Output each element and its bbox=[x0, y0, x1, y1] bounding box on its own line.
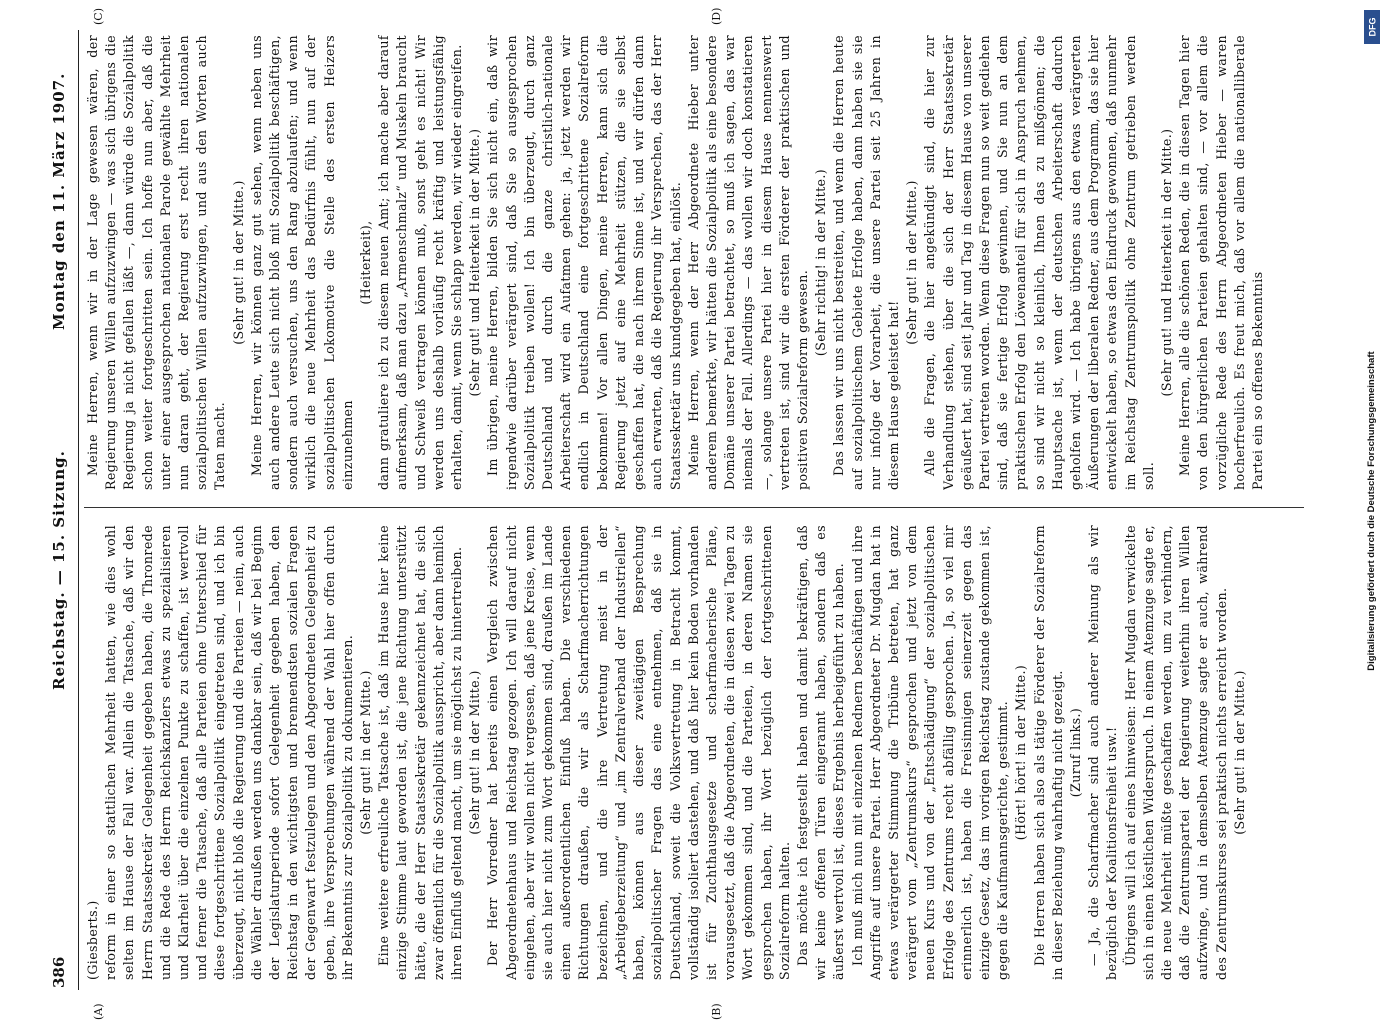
interjection: (Hört! hört! in der Mitte.) bbox=[1013, 664, 1029, 841]
paragraph: Im übrigen, meine Herren, bilden Sie sich nicht ein, daß wir irgendwie darüber verärgert sind, daß Sie so ausgesprochen Sozialpolitik treiben wollen! Ich bin überzeugt, durch ganz Deutschland und durch die ganze christlich-nationale Arbeiterschaft wird ein Aufatmen gehen: ja, jetzt werden wir endlich in Deutschland eine fortgeschrittene Sozialreform bekommen! Vor allen Dingen, meine Herren, kann sich die Regierung jetzt auf eine Mehrheit stützen, die sie selbst geschaffen hat, die nach ihrem Sinne ist, und wir dürfen dann auch erwarten, daß die Regierung ihr Versprechen, das der Herr Staatssekretär uns kundgegeben hat, einlöst. bbox=[485, 35, 683, 490]
margin-mark-d: (D) bbox=[710, 7, 723, 25]
header-rule bbox=[78, 30, 79, 990]
paragraph: Eine weitere erfreuliche Tatsache ist, daß im Hause hier keine einzige Stimme laut geworden ist, die jene Richtung unterstützt hätte, die der Herr Staatssekretär gekennzeichnet hat, die sich zwar öffentlich für die Sozialpolitik ausspricht, aber dann heimlich ihren Einfluß geltend macht, um sie möglichst zu hintertreiben. bbox=[376, 525, 465, 980]
paragraph: Der Herr Vorredner hat bereits einen Vergleich zwischen Abgeordnetenhaus und Reichstag gezogen. Ich will darauf nicht eingehen, aber wir wollen nicht vergessen, daß jene Kreise, wenn sie auch hier nicht zum Wort gekommen sind, draußen im Lande einen außerordentlichen Einfluß haben. Die verschiedenen Richtungen draußen, die wir als Scharfmacherrichtungen bezeichnen, und die ihre Vertretung meist in der „Arbeitgeberzeitung“ und „im Zentralverband der Industriellen“ haben, können aus dieser zweitägigen Besprechung sozialpolitischer Fragen das eine entnehmen, daß sie in Deutschland, soweit die Volksvertretung in Betracht kommt, vollständig isoliert dastehen, und daß hier kein Boden vorhanden ist für Zuchthausgesetze und scharfmacherische Pläne, vorausgesetzt, daß die Abgeordneten, die in diesen zwei Tagen zu Wort gekommen sind, und die Parteien, in deren Namen sie gesprochen haben, ihr Wort bezüglich der fortgeschrittenen Sozialreform halten. bbox=[485, 525, 792, 980]
margin-mark-b: (B) bbox=[710, 1003, 723, 1020]
margin-mark-c: (C) bbox=[92, 8, 105, 25]
paragraph: Meine Herren, wenn wir in der Lage gewesen wären, der Regierung unseren Willen aufzuzwingen — was sich übrigens die Regierung ja nicht gefallen läßt —, dann würde die Sozialpolitik schon weiter fortgeschritten sein. Ich hoffe nun aber, daß die unter einer ausgesprochen nationalen Parole gewählte Mehrheit nun daran geht, der Regierung erst recht ihren nationalen sozialpolitischen Willen aufzuzwingen, und aus den Worten auch Taten macht. bbox=[85, 35, 228, 490]
left-text-column bbox=[84, 525, 1324, 980]
interjection: (Sehr gut! in der Mitte.) bbox=[1231, 670, 1247, 835]
rotated-page-content bbox=[40, 7, 1330, 1020]
interjection: (Sehr gut! in der Mitte.) bbox=[467, 670, 483, 835]
page-number: 386 bbox=[50, 956, 68, 988]
interjection: (Sehr gut! und Heiterkeit in der Mitte.) bbox=[467, 128, 483, 397]
paragraph: Meine Herren, wenn der Herr Abgeordnete Hieber unter anderem bemerkte, wir hätten die Sozialpolitik als eine besondere Domäne unserer Partei betrachtet, so muß ich sagen, das war niemals der Fall. Allerdings — das wollen wir doch konstatieren —, solange unsere Partei hier in diesem Hause nennenswert vertreten ist, sind wir die ersten Förderer der praktischen und positiven Sozialreform gewesen. bbox=[685, 35, 810, 490]
paragraph: Übrigens will ich auf eines hinweisen: Herr Mugdan verwickelte sich in einen köstlichen Widerspruch. In einem Atemzuge sagte er, die neue Mehrheit müßte geschaffen werden, um zu verhindern, daß die Zentrumspartei der Regierung weiterhin ihren Willen aufzwinge, und in demselben Atemzuge sagte er auch, während des Zentrumskurses sei praktisch nichts erreicht worden. bbox=[1122, 525, 1229, 980]
paragraph: Meine Herren, wir können ganz gut sehen, wenn neben uns auch andere Leute sich nicht bloß mit Sozialpolitik beschäftigen, sondern auch versuchen, uns den Rang abzulaufen; und wenn wirklich die neue Mehrheit das Bedürfnis fühlt, nun auf der sozialpolitischen Lokomotive die Stelle des ersten Heizers einzunehmen bbox=[248, 35, 355, 490]
interjection: (Sehr richtig! in der Mitte.) bbox=[813, 168, 829, 357]
interjection: (Heiterkeit), bbox=[358, 220, 374, 305]
speaker-label: (Giesberts.) bbox=[85, 900, 100, 980]
dfg-funding-note: Digitalisierung gefördert durch die Deutsche Forschungsgemeinschaft bbox=[1366, 351, 1377, 671]
session-date: Montag den 11. März 1907. bbox=[50, 72, 68, 330]
margin-mark-a: (A) bbox=[92, 1003, 105, 1020]
interjection: (Sehr gut! und Heiterkeit in der Mitte.) bbox=[1158, 128, 1174, 397]
right-text-column bbox=[84, 35, 1324, 490]
dfg-sidebar bbox=[1363, 4, 1381, 994]
paragraph: Die Herren haben sich also als tätige Förderer der Sozialreform in dieser Beziehung wahrhaftig nicht gezeigt. bbox=[1031, 525, 1065, 980]
interjection: (Sehr gut! in der Mitte.) bbox=[230, 180, 246, 345]
paragraph: Meine Herren, alle die schönen Reden, die in diesen Tagen hier von den bürgerlichen Parteien gehalten sind, — vor allem die vorzügliche Rede des Herrn Abgeordneten Hieber — waren hocherfreulich. Es freut mich, daß vor allem die nationalliberale Partei ein so offenes Bekenntnis bbox=[1177, 35, 1265, 490]
page-header bbox=[40, 30, 80, 990]
interjection: (Sehr gut! in der Mitte.) bbox=[358, 670, 374, 835]
paragraph: Das möchte ich festgestellt haben und damit bekräftigen, daß wir keine offenen Türen eingerannt haben, sondern daß es äußerst wertvoll ist, dieses Ergebnis herbeigeführt zu haben. bbox=[794, 525, 847, 980]
paragraph: Ich muß mich nun mit einzelnen Rednern beschäftigen und ihre Angriffe auf unsere Partei. Herr Abgeordneter Dr. Mugdan hat in etwas verärgerter Stimmung die Tribüne betreten, hat ganz verärgert vom „Zentrumskurs“ gesprochen und jetzt von dem neuen Kurs und von der „Entschädigung“ der sozialpolitischen Erfolge des Zentrums recht abfällig gesprochen. Ja, so viel mir erinnerlich ist, haben die Freisinnigen seinerzeit gegen das einzige Gesetz, das im vorigen Reichstag zustande gekommen ist, gegen die Kaufmannsgerichte, gestimmt. bbox=[849, 525, 1011, 980]
paragraph: dann gratuliere ich zu diesem neuen Amt; ich mache aber darauf aufmerksam, daß man dazu „Armenschmalz“ und Muskeln braucht und Schweiß vertragen können muß, sonst geht es nicht! Wir werden uns deshalb vorläufig recht kräftig und leistungsfähig erhalten, damit, wenn Sie schlapp werden, wir wieder eingreifen. bbox=[376, 35, 465, 490]
session-title: Reichstag. — 15. Sitzung. bbox=[50, 450, 68, 690]
interjection: (Sehr gut! in der Mitte.) bbox=[904, 180, 920, 345]
column-divider bbox=[84, 507, 1304, 508]
paragraph: reform in einer so stattlichen Mehrheit hatten, wie dies wohl selten im Hause der Fall war. Allein die Tatsache, daß wir den Herrn Staatssekretär Gelegenheit gegeben haben, die Thronrede und die Rede des Herrn Reichskanzlers etwas zu spezialisieren und Klarheit über die einzelnen Punkte zu schaffen, ist wertvoll und ferner die Tatsache, daß alle Parteien ohne Unterschied für diese fortgeschrittene Sozialpolitik eingetreten sind, und ich bin überzeugt, nicht bloß die Regierung und die Parteien — nein, auch die Wähler draußen werden uns dankbar sein, daß wir bei Beginn der Legislaturperiode sofort Gelegenheit gegeben haben, den Reichstag in den wichtigsten und brennendsten sozialen Fragen der Gegenwart festzulegen und den Abgeordneten Gelegenheit zu geben, ihre Versprechungen während der Wahl hier offen durch ihr Bekenntnis zur Sozialpolitik zu dokumentieren. bbox=[103, 525, 355, 980]
interjection: (Zuruf links.) bbox=[1067, 707, 1083, 798]
paragraph: Das lassen wir uns nicht bestreiten, und wenn die Herren heute auf sozialpolitischem Gebiete Erfolge haben, dann haben sie sie nur infolge der Vorarbeit, die unsere Partei seit 25 Jahren in diesem Hause geleistet hat! bbox=[831, 35, 901, 490]
dfg-logo: DFG bbox=[1364, 10, 1380, 44]
paragraph: Alle die Fragen, die hier angekündigt sind, die hier zur Verhandlung stehen, über die sich der Herr Staatssekretär geäußert hat, sind seit Jahr und Tag in diesem Hause von unserer Partei vertreten worden. Wenn diese Fragen nun so weit gediehen sind, daß sie fertige Erfolg gewinnen, und Sie nun an dem praktischen Erfolg den Löwenanteil für sich in Anspruch nehmen, so sind wir nicht so kleinlich, Ihnen das zu mißgönnen; die Hauptsache ist, wenn der deutschen Arbeiterschaft dadurch geholfen wird. — Ich habe übrigens aus den etwas verärgerten Äußerungen der liberalen Redner, aus dem Programm, das sie hier entwickelt haben, so etwas den Eindruck gewonnen, daß nunmehr im Reichstag Zentrumspolitik ohne Zentrum getrieben werden soll. bbox=[922, 35, 1156, 490]
paragraph: — Ja, die Scharfmacher sind auch anderer Meinung als wir bezüglich der Koalitionsfreiheit usw.! bbox=[1086, 525, 1120, 980]
